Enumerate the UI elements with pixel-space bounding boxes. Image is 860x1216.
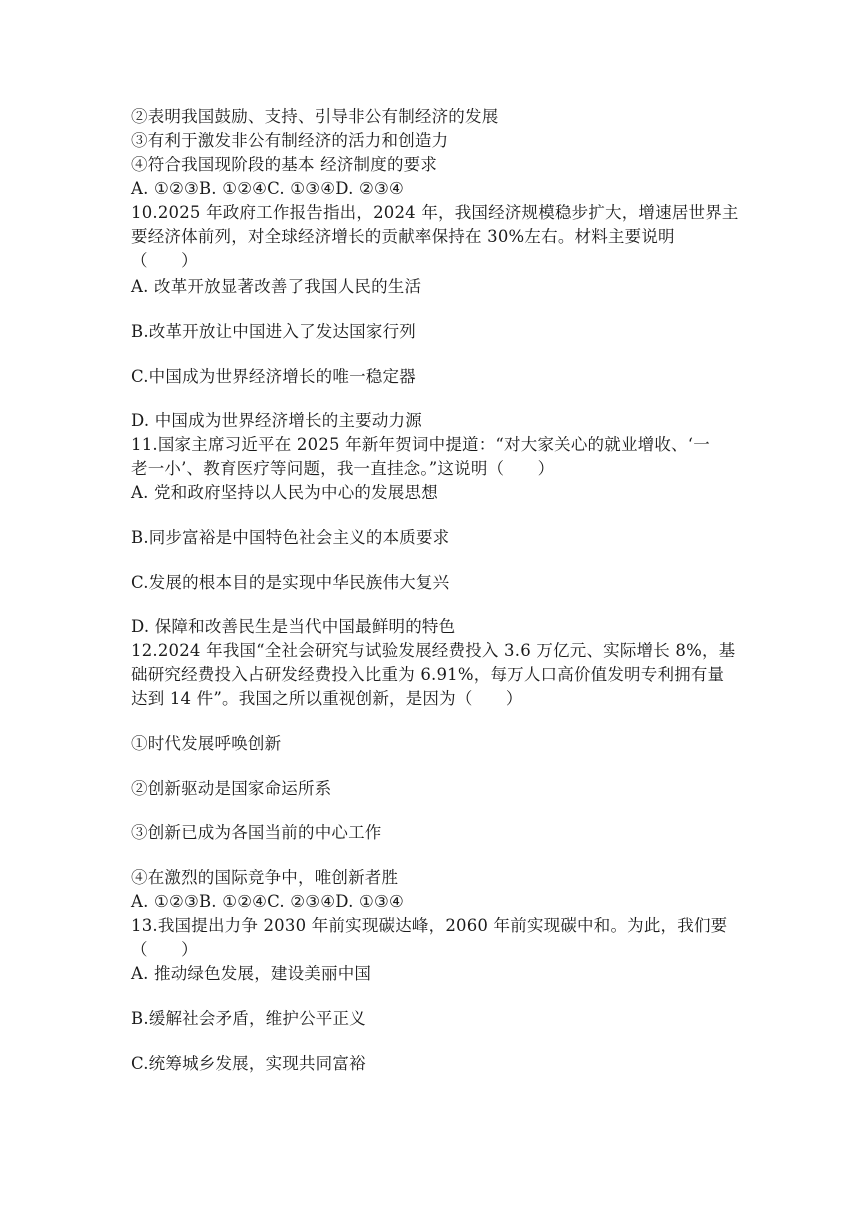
option-line: ①时代发展呼唤创新 — [131, 734, 282, 753]
option-line: ②表明我国鼓励、支持、引导非公有制经济的发展 — [131, 107, 499, 126]
choice-c: C.统筹城乡发展，实现共同富裕 — [131, 1054, 366, 1073]
option-line: ③有利于激发非公有制经济的活力和创造力 — [131, 131, 449, 150]
question-12-text: 达到 14 件”。我国之所以重视创新，是因为（ ） — [131, 689, 523, 708]
answer-choices: A. ①②③B. ①②④C. ②③④D. ①③④ — [131, 892, 404, 911]
choice-c: C.中国成为世界经济增长的唯一稳定器 — [131, 367, 416, 386]
choice-d: D. 保障和改善民生是当代中国最鲜明的特色 — [131, 617, 456, 636]
choice-a: A. 推动绿色发展，建设美丽中国 — [131, 964, 372, 983]
option-line: ③创新已成为各国当前的中心工作 — [131, 823, 382, 842]
choice-a: A. 党和政府坚持以人民为中心的发展思想 — [131, 483, 438, 502]
choice-c: C.发展的根本目的是实现中华民族伟大复兴 — [131, 573, 450, 592]
question-11-text: 老一小’、教育医疗等问题，我一直挂念。”这说明（ ） — [131, 459, 555, 478]
question-12-text: 础研究经费投入占研发经费投入比重为 6.91%，每万人口高价值发明专利拥有量 — [131, 665, 725, 684]
option-line: ④符合我国现阶段的基本 经济制度的要求 — [131, 155, 438, 174]
answer-blank: （ ） — [131, 940, 198, 959]
choice-b: B.缓解社会矛盾，维护公平正义 — [131, 1009, 366, 1028]
choice-b: B.改革开放让中国进入了发达国家行列 — [131, 322, 416, 341]
question-10-text: 10.2025 年政府工作报告指出，2024 年，我国经济规模稳步扩大，增速居世界主 — [131, 203, 739, 222]
option-line: ②创新驱动是国家命运所系 — [131, 779, 332, 798]
choice-b: B.同步富裕是中国特色社会主义的本质要求 — [131, 528, 450, 547]
answer-blank: （ ） — [131, 251, 198, 270]
question-12-text: 12.2024 年我国“全社会研究与试验发展经费投入 3.6 万亿元、实际增长 8%，基 — [131, 641, 736, 660]
choice-d: D. 中国成为世界经济增长的主要动力源 — [131, 411, 422, 430]
answer-choices: A. ①②③B. ①②④C. ①③④D. ②③④ — [131, 179, 404, 198]
question-13-text: 13.我国提出力争 2030 年前实现碳达峰，2060 年前实现碳中和。为此，我们要 — [131, 916, 728, 935]
option-line: ④在激烈的国际竞争中，唯创新者胜 — [131, 868, 399, 887]
choice-a: A. 改革开放显著改善了我国人民的生活 — [131, 277, 422, 296]
question-11-text: 11.国家主席习近平在 2025 年新年贺词中提道：“对大家关心的就业增收、‘一 — [131, 435, 710, 454]
question-10-text: 要经济体前列，对全球经济增长的贡献率保持在 30%左右。材料主要说明 — [131, 227, 675, 246]
